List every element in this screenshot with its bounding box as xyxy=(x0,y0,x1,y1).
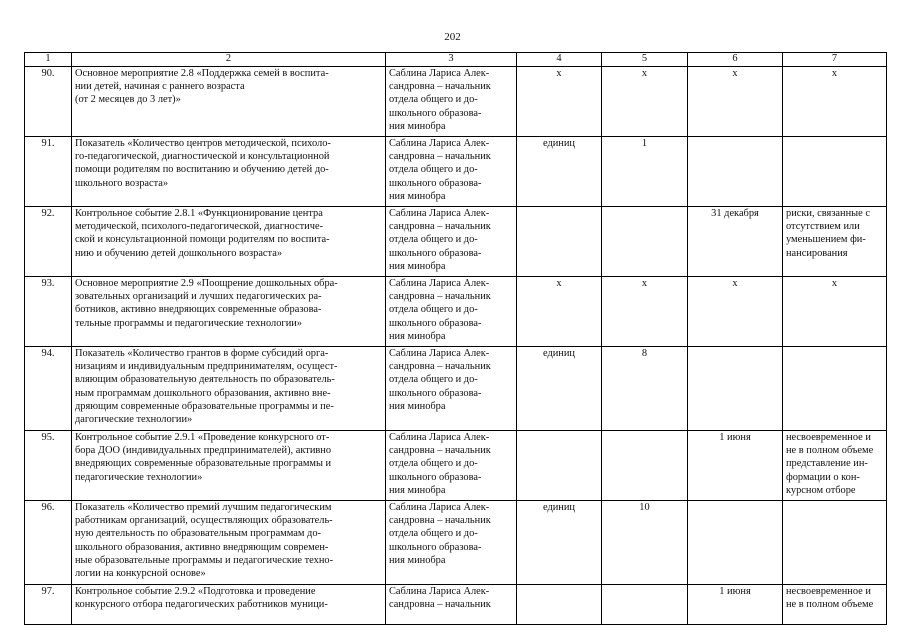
column-header: 4 xyxy=(517,53,602,67)
column-header: 7 xyxy=(783,53,887,67)
responsible-person: Саблина Лариса Алек- сандровна – начальник отдела общего и до- школьного образова- ния минобра xyxy=(386,67,517,137)
event-description: Контрольное событие 2.8.1 «Функционирование центра методической, психолого-педагогической, диагностиче- ской и консультационной помощи родителям по воспита- нию и обучению детей дошкольного возраста» xyxy=(72,207,386,277)
date-cell xyxy=(688,137,783,207)
responsible-person: Саблина Лариса Алек- сандровна – начальник xyxy=(386,585,517,625)
table-row xyxy=(25,67,887,137)
responsible-person: Саблина Лариса Алек- сандровна – начальник отдела общего и до- школьного образова- ния минобра xyxy=(386,137,517,207)
row-number: 93. xyxy=(25,277,72,347)
unit-cell xyxy=(517,585,602,625)
value-cell xyxy=(602,431,688,501)
unit-cell: единиц xyxy=(517,347,602,431)
row-number: 94. xyxy=(25,347,72,431)
date-cell: х xyxy=(688,67,783,137)
event-description: Основное мероприятие 2.8 «Поддержка семей в воспита- нии детей, начиная с раннего возраста (от 2 месяцев до 3 лет)» xyxy=(72,67,386,137)
row-number: 91. xyxy=(25,137,72,207)
date-cell: х xyxy=(688,277,783,347)
responsible-person: Саблина Лариса Алек- сандровна – начальник отдела общего и до- школьного образова- ния минобра xyxy=(386,207,517,277)
event-description: Основное мероприятие 2.9 «Поощрение дошкольных обра- зовательных организаций и лучших педагогических ра- ботников, активно внедряющих современные образова- тельные программы и педагогические технологии» xyxy=(72,277,386,347)
header-row xyxy=(25,53,887,67)
column-header: 6 xyxy=(688,53,783,67)
value-cell xyxy=(602,207,688,277)
date-cell: 1 июня xyxy=(688,431,783,501)
table-row xyxy=(25,347,887,431)
table-row xyxy=(25,431,887,501)
value-cell: 1 xyxy=(602,137,688,207)
row-number: 96. xyxy=(25,501,72,585)
responsible-person: Саблина Лариса Алек- сандровна – начальник отдела общего и до- школьного образова- ния минобра xyxy=(386,501,517,585)
value-cell: 10 xyxy=(602,501,688,585)
responsible-person: Саблина Лариса Алек- сандровна – начальник отдела общего и до- школьного образова- ния минобра xyxy=(386,277,517,347)
risk-cell: х xyxy=(783,277,887,347)
risk-cell: несвоевременное и не в полном объеме xyxy=(783,585,887,625)
column-header: 3 xyxy=(386,53,517,67)
row-number: 90. xyxy=(25,67,72,137)
date-cell xyxy=(688,501,783,585)
unit-cell: единиц xyxy=(517,501,602,585)
unit-cell: единиц xyxy=(517,137,602,207)
risk-cell: х xyxy=(783,67,887,137)
table-row xyxy=(25,137,887,207)
table-row xyxy=(25,207,887,277)
value-cell: х xyxy=(602,277,688,347)
unit-cell: х xyxy=(517,277,602,347)
page-number: 202 xyxy=(444,31,461,43)
date-cell: 31 декабря xyxy=(688,207,783,277)
row-number: 97. xyxy=(25,585,72,625)
risk-cell xyxy=(783,501,887,585)
plan-table xyxy=(24,52,887,625)
value-cell: х xyxy=(602,67,688,137)
table-row xyxy=(25,585,887,625)
risk-cell xyxy=(783,137,887,207)
value-cell xyxy=(602,585,688,625)
column-header: 5 xyxy=(602,53,688,67)
event-description: Контрольное событие 2.9.2 «Подготовка и проведение конкурсного отбора педагогических работников муници- xyxy=(72,585,386,625)
responsible-person: Саблина Лариса Алек- сандровна – начальник отдела общего и до- школьного образова- ния минобра xyxy=(386,431,517,501)
risk-cell xyxy=(783,347,887,431)
value-cell: 8 xyxy=(602,347,688,431)
date-cell xyxy=(688,347,783,431)
event-description: Показатель «Количество центров методической, психоло- го-педагогической, диагностической и консультационной помощи родителям по воспитанию и обучению детей до- школьного возраста» xyxy=(72,137,386,207)
risk-cell: риски, связанные с отсутствием или уменьшением фи- нансирования xyxy=(783,207,887,277)
responsible-person: Саблина Лариса Алек- сандровна – начальник отдела общего и до- школьного образова- ния минобра xyxy=(386,347,517,431)
unit-cell xyxy=(517,207,602,277)
risk-cell: несвоевременное и не в полном объеме представление ин- формации о кон- курсном отборе xyxy=(783,431,887,501)
row-number: 92. xyxy=(25,207,72,277)
column-header: 1 xyxy=(25,53,72,67)
unit-cell: х xyxy=(517,67,602,137)
event-description: Показатель «Количество премий лучшим педагогическим работникам организаций, осуществляющих образователь- ную деятельность по образовательным программам до- школьного образования, активно внедряющим современ- ные образовательные программы и педагогические техно- логии на конкурсной основе» xyxy=(72,501,386,585)
date-cell: 1 июня xyxy=(688,585,783,625)
table-row xyxy=(25,501,887,585)
row-number: 95. xyxy=(25,431,72,501)
table-row xyxy=(25,277,887,347)
event-description: Показатель «Количество грантов в форме субсидий орга- низациям и индивидуальным предпринимателям, осущест- вляющим образовательную деятельность по образователь- ным программам дошкольного образования, активно вне- дряющим современные образовательные программы и пе- дагогические технологии» xyxy=(72,347,386,431)
unit-cell xyxy=(517,431,602,501)
event-description: Контрольное событие 2.9.1 «Проведение конкурсного от- бора ДОО (индивидуальных предпринимателей), активно внедряющих современные образовательные программы и педагогические технологии» xyxy=(72,431,386,501)
column-header: 2 xyxy=(72,53,386,67)
